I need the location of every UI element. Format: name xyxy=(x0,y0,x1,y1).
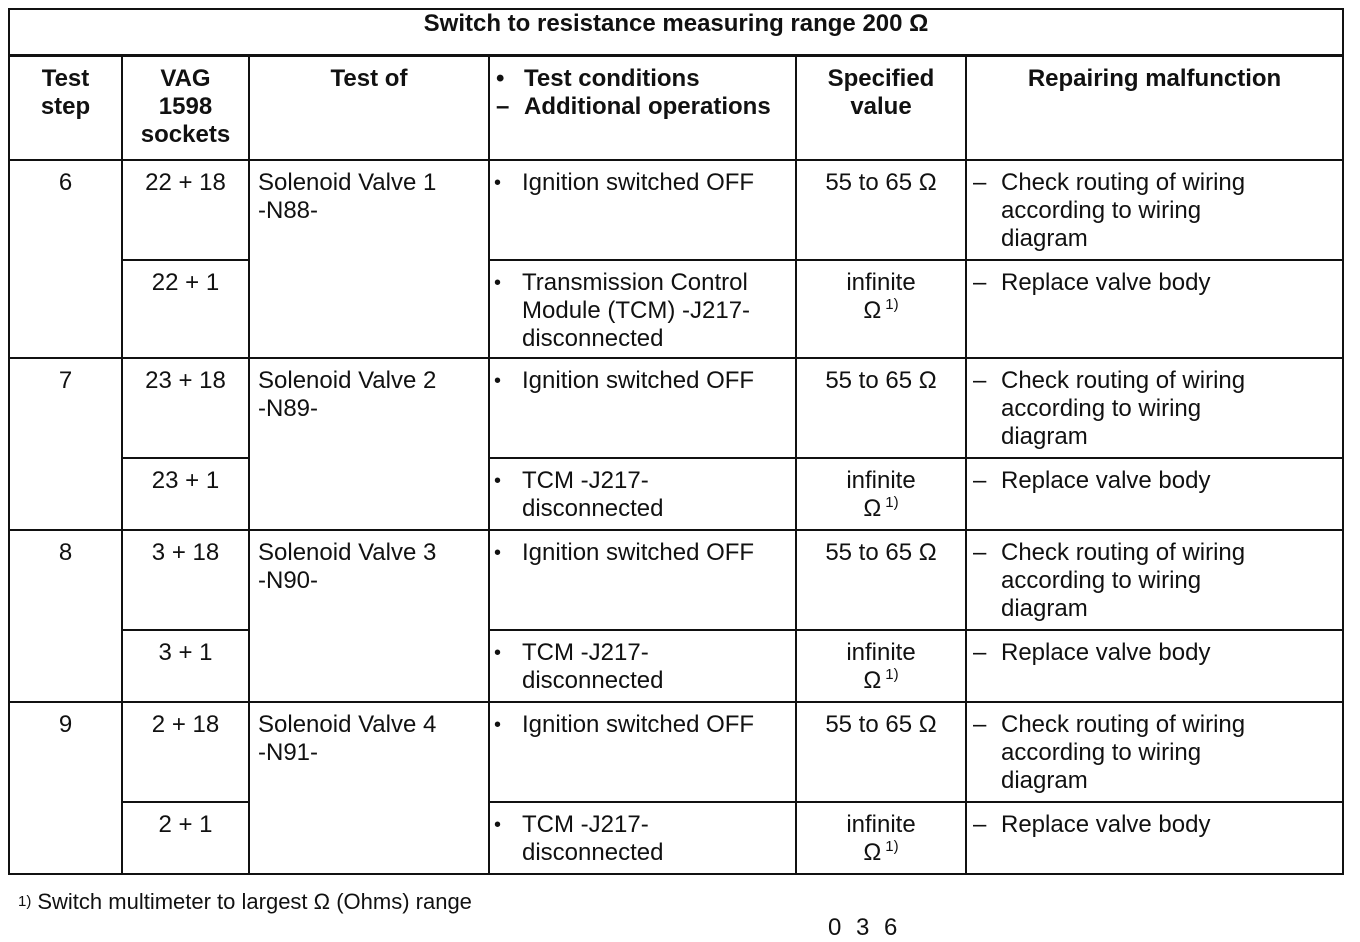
header-repair: Repairing malfunction xyxy=(966,56,1343,161)
footnote: $^{1)}$ Switch multimeter to largest Ω (Ohms) range xyxy=(18,889,472,914)
specified-value: 55 to 65 Ω xyxy=(796,702,966,802)
header-sockets: VAG 1598 sockets xyxy=(122,56,249,161)
test-table xyxy=(8,8,1344,875)
component-name: Solenoid Valve 4 -N91- xyxy=(249,702,489,874)
page-number: 0 3 6 xyxy=(828,914,902,941)
test-step-number: 6 xyxy=(9,160,122,358)
socket-pair: 23 + 1 xyxy=(122,458,249,530)
repair-action: – Replace valve body xyxy=(966,630,1343,702)
socket-pair: 3 + 18 xyxy=(122,530,249,630)
component-name: Solenoid Valve 3 -N90- xyxy=(249,530,489,702)
specified-value: 55 to 65 Ω xyxy=(796,160,966,260)
test-step-number: 7 xyxy=(9,358,122,530)
test-condition: • Ignition switched OFF xyxy=(489,530,796,630)
table-row xyxy=(9,458,1343,530)
table-row xyxy=(9,358,1343,458)
test-step-number: 9 xyxy=(9,702,122,874)
socket-pair: 3 + 1 xyxy=(122,630,249,702)
repair-action: – Replace valve body xyxy=(966,260,1343,358)
measuring-range-banner: Switch to resistance measuring range 200 Ω xyxy=(9,9,1343,56)
table-row xyxy=(9,160,1343,260)
test-step-number: 8 xyxy=(9,530,122,702)
table-row xyxy=(9,630,1343,702)
table-row xyxy=(9,702,1343,802)
test-condition: • TCM -J217- disconnected xyxy=(489,630,796,702)
repair-action: – Check routing of wiring according to wiring diagram xyxy=(966,702,1343,802)
test-condition: • Transmission Control Module (TCM) -J217- disconnected xyxy=(489,260,796,358)
header-row xyxy=(9,56,1343,161)
component-name: Solenoid Valve 2 -N89- xyxy=(249,358,489,530)
socket-pair: 22 + 18 xyxy=(122,160,249,260)
table-row xyxy=(9,260,1343,358)
socket-pair: 23 + 18 xyxy=(122,358,249,458)
test-condition: • TCM -J217- disconnected xyxy=(489,802,796,874)
component-name: Solenoid Valve 1 -N88- xyxy=(249,160,489,358)
repair-action: – Check routing of wiring according to wiring diagram xyxy=(966,358,1343,458)
specified-value: infinite Ω $^{1)}$ xyxy=(796,458,966,530)
specified-value: infinite Ω $^{1)}$ xyxy=(796,260,966,358)
socket-pair: 2 + 1 xyxy=(122,802,249,874)
table-row xyxy=(9,802,1343,874)
header-conditions: • Test conditions – Additional operations xyxy=(489,56,796,161)
header-specified-value: Specified value xyxy=(796,56,966,161)
specified-value: 55 to 65 Ω xyxy=(796,530,966,630)
test-condition: • Ignition switched OFF xyxy=(489,702,796,802)
test-condition: • TCM -J217- disconnected xyxy=(489,458,796,530)
repair-action: – Check routing of wiring according to wiring diagram xyxy=(966,530,1343,630)
test-condition: • Ignition switched OFF xyxy=(489,358,796,458)
header-test-of: Test of xyxy=(249,56,489,161)
repair-action: – Replace valve body xyxy=(966,458,1343,530)
test-condition: • Ignition switched OFF xyxy=(489,160,796,260)
specified-value: infinite Ω $^{1)}$ xyxy=(796,802,966,874)
header-test-step: Test step xyxy=(9,56,122,161)
repair-action: – Check routing of wiring according to wiring diagram xyxy=(966,160,1343,260)
table-row xyxy=(9,530,1343,630)
repair-action: – Replace valve body xyxy=(966,802,1343,874)
specified-value: 55 to 65 Ω xyxy=(796,358,966,458)
socket-pair: 2 + 18 xyxy=(122,702,249,802)
specified-value: infinite Ω $^{1)}$ xyxy=(796,630,966,702)
socket-pair: 22 + 1 xyxy=(122,260,249,358)
